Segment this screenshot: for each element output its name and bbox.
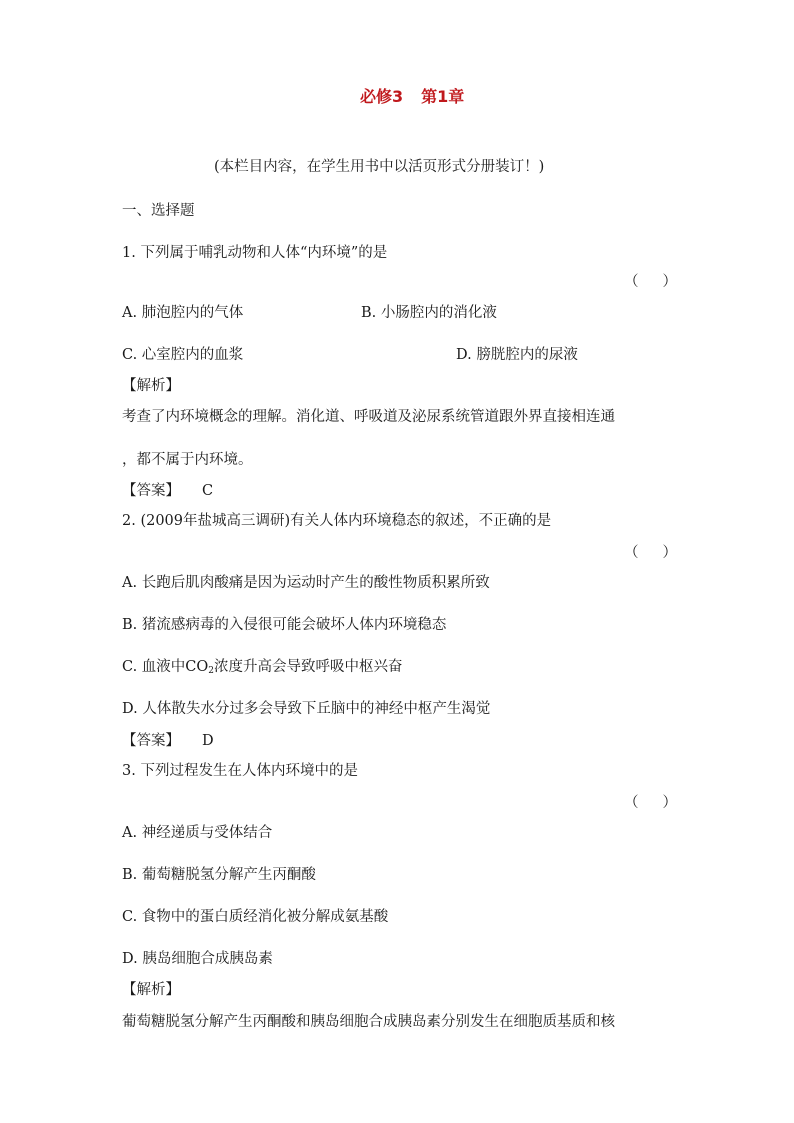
- q2-option-b: B. 猪流感病毒的入侵很可能会破坏人体内环境稳态: [122, 617, 447, 633]
- q3-option-c: C. 食物中的蛋白质经消化被分解成氨基酸: [122, 909, 389, 925]
- q1-answer-blank: （ ）: [624, 274, 677, 290]
- q1-answer: [122, 482, 213, 500]
- q3-analysis-line1: 葡萄糖脱氢分解产生丙酮酸和胰岛细胞合成胰岛素分别发生在细胞质基质和核: [122, 1014, 615, 1030]
- q2-answer-blank: （ ）: [624, 545, 677, 561]
- q2-stem: 2. (2009年盐城高三调研)有关人体内环境稳态的叙述，不正确的是: [122, 513, 552, 529]
- q1-stem: 1. 下列属于哺乳动物和人体“内环境”的是: [122, 245, 388, 261]
- q1-option-b: B. 小肠腔内的消化液: [361, 305, 497, 321]
- q2-answer: [122, 732, 214, 750]
- q2-answer-label: 【答案】: [122, 733, 180, 749]
- q1-answer-label: 【答案】: [122, 483, 180, 499]
- q2-answer-value: D: [202, 733, 214, 749]
- q2-option-d: D. 人体散失水分过多会导致下丘脑中的神经中枢产生渴觉: [122, 701, 491, 717]
- title-part1: 必修3: [360, 87, 404, 106]
- title-part2: 第1章: [421, 87, 465, 106]
- q2-option-c: C. 血液中$CO_2$浓度升高会导致呼吸中枢兴奋: [122, 659, 403, 676]
- q3-option-a: A. 神经递质与受体结合: [122, 825, 273, 841]
- q1-analysis-line2: ，都不属于内环境。: [122, 452, 253, 468]
- page-title: [360, 88, 464, 106]
- q1-answer-value: C: [202, 483, 214, 499]
- q1-analysis-label: 【解析】: [122, 378, 180, 394]
- q2-option-a: A. 长跑后肌肉酸痛是因为运动时产生的酸性物质积累所致: [122, 575, 490, 591]
- q3-analysis-label: 【解析】: [122, 982, 180, 998]
- q1-analysis-line1: 考查了内环境概念的理解。消化道、呼吸道及泌尿系统管道跟外界直接相连通: [122, 409, 615, 425]
- q1-option-a: A. 肺泡腔内的气体: [122, 305, 244, 321]
- section-heading: 一、选择题: [122, 203, 195, 219]
- q1-option-d: D. 膀胱腔内的尿液: [456, 347, 578, 363]
- subtitle: (本栏目内容，在学生用书中以活页形式分册装订！): [214, 159, 545, 175]
- q3-option-b: B. 葡萄糖脱氢分解产生丙酮酸: [122, 867, 316, 883]
- q3-stem: 3. 下列过程发生在人体内环境中的是: [122, 763, 358, 779]
- q3-answer-blank: （ ）: [624, 795, 677, 811]
- q3-option-d: D. 胰岛细胞合成胰岛素: [122, 951, 273, 967]
- q1-option-c: C. 心室腔内的血浆: [122, 347, 244, 363]
